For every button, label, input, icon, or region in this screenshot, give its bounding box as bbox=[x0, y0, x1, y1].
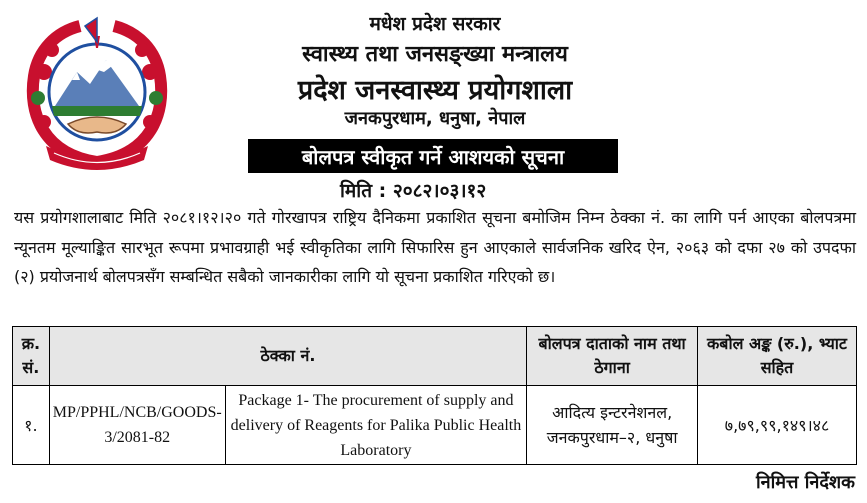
header-sn: क्र. सं. bbox=[13, 327, 50, 386]
row-amount: ७,७९,९९,१४९।४८ bbox=[698, 386, 857, 465]
header-contract-no: ठेक्का नं. bbox=[49, 327, 526, 386]
row-sn: १. bbox=[13, 386, 50, 465]
notice-date: मिति : २०८२।०३।१२ bbox=[340, 180, 487, 202]
row-description: Package 1- The procurement of supply and delivery of Reagents for Palika Public Health Laboratory bbox=[225, 386, 527, 465]
ministry-name: स्वास्थ्य तथा जनसङ्ख्या मन्त्रालय bbox=[302, 42, 568, 67]
bid-table bbox=[12, 326, 857, 465]
table-row bbox=[13, 386, 857, 465]
header-amount: कबोल अङ्क (रु.), भ्याट सहित bbox=[698, 327, 857, 386]
notice-title: बोलपत्र स्वीकृत गर्ने आशयको सूचना bbox=[248, 139, 618, 173]
government-name: मधेश प्रदेश सरकार bbox=[369, 13, 501, 35]
office-address: जनकपुरधाम, धनुषा, नेपाल bbox=[344, 108, 526, 129]
row-bidder: आदित्य इन्टरनेशनल, जनकपुरधाम–२, धनुषा bbox=[527, 386, 698, 465]
office-name: प्रदेश जनस्वास्थ्य प्रयोगशाला bbox=[297, 75, 573, 106]
nepal-emblem-icon bbox=[22, 14, 172, 174]
header-bidder: बोलपत्र दाताको नाम तथा ठेगाना bbox=[527, 327, 698, 386]
notice-body: यस प्रयोगशालाबाट मिति २०८१।१२।२० गते गोरखापत्र राष्ट्रिय दैनिकमा प्रकाशित सूचना बमोजिम निम्न ठेक्का नं. का लागि पर्न आएका बोलपत्रमा न्यूनतम मूल्याङ्कित सारभूत रूपमा प्रभावग्राही भई स्वीकृतिका लागि सिफारिस हुन आएकाले सार्वजनिक खरिद ऐन, २०६३ को दफा २७ को उपदफा (२) प्रयोजनार्थ बोलपत्रसँग सम्बन्धित सबैको जानकारीका लागि यो सूचना प्रकाशित गरिएको छ। bbox=[14, 208, 856, 286]
signoff: निमित्त निर्देशक bbox=[755, 472, 855, 493]
table-header-row bbox=[13, 327, 857, 386]
row-contract-no: MP/PPHL/NCB/GOODS-3/2081-82 bbox=[49, 386, 225, 465]
